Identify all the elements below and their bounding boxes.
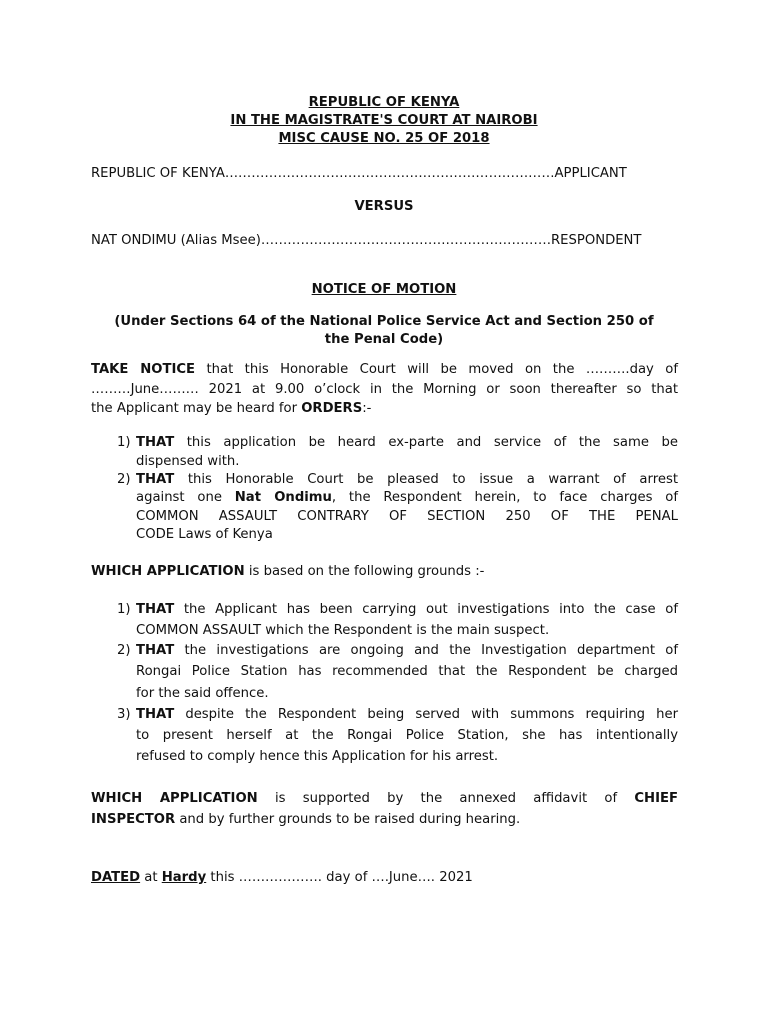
versus-label: VERSUS [354,199,414,214]
ground-2-number: 2) [117,643,131,658]
order-2-line1 [136,470,678,490]
place-bold: Hardy [161,870,207,885]
grounds-intro-text: is based on the following grounds :- [244,564,485,579]
ground-2-line1 [136,641,678,661]
take-notice-text: that this Honorable Court will be moved on the ……….day of [195,362,678,377]
ground-3-that: THAT [136,707,175,722]
order-1-line2: dispensed with. [136,454,240,469]
supported-text: is supported by the annexed affidavit of [257,791,635,806]
ground-3-number: 3) [117,707,131,722]
dated-line [91,868,678,888]
order-2-text: this Honorable Court be pleased to issue a warrant of arrest [174,472,678,487]
header-case-number: MISC CAUSE NO. 25 OF 2018 [278,131,490,146]
order-2-line4: CODE Laws of Kenya [136,527,273,542]
order-1-text: this application be heard ex-parte and service of the same be [174,435,678,450]
dated-at: at [140,870,162,885]
supported-which-application: WHICH APPLICATION [91,791,258,806]
order-2-number: 2) [117,472,131,487]
supported-line2 [91,810,678,830]
respondent-name: Nat Ondimu [234,490,332,505]
order-2-line3: COMMON ASSAULT CONTRARY OF SECTION 250 OF THE PENAL [136,509,678,524]
ground-1-line2: COMMON ASSAULT which the Respondent is the main suspect. [136,623,550,638]
ground-2-line3: for the said offence. [136,686,269,701]
ground-3-text: despite the Respondent being served with summons requiring her [174,707,678,722]
ground-2-that: THAT [136,643,175,658]
take-notice-line2: ………June……… 2021 at 9.00 o’clock in the Morning or soon thereafter so that [91,382,678,397]
applicant-line: REPUBLIC OF KENYA…………………………………………………………………APPLICANT [91,166,627,181]
which-application-bold: WHICH APPLICATION [91,564,245,579]
ground-1-number: 1) [117,602,131,617]
orders-bold: ORDERS [301,401,363,416]
ground-3-line1 [136,705,678,725]
chief-bold: CHIEF [634,791,679,806]
order-2-line2-post: , the Respondent herein, to face charges of [331,490,678,505]
order-1-number: 1) [117,435,131,450]
ground-1-line1 [136,600,678,620]
header-country: REPUBLIC OF KENYA [308,95,460,110]
ground-3-line2: to present herself at the Rongai Police Station, she has intentionally [136,728,678,743]
order-2-line2-pre: against one [136,490,235,505]
supported-line2-text: and by further grounds to be raised during hearing. [175,812,521,827]
take-notice-line1 [91,360,678,380]
ground-2-line2: Rongai Police Station has recommended that the Respondent be charged [136,664,678,679]
orders-suffix: :- [362,401,372,416]
order-1-line1 [136,433,678,453]
take-notice-line3-text: the Applicant may be heard for [91,401,302,416]
supported-line1 [91,789,678,809]
order-1-that: THAT [136,435,175,450]
ground-1-that: THAT [136,602,175,617]
motion-subtitle-line1: (Under Sections 64 of the National Police Service Act and Section 250 of [114,314,654,329]
dated-bold: DATED [91,870,141,885]
notice-of-motion-title: NOTICE OF MOTION [311,282,457,297]
respondent-line: NAT ONDIMU (Alias Msee)…………………………………………………………RESPONDENT [91,233,642,248]
ground-1-text: the Applicant has been carrying out investigations into the case of [174,602,678,617]
motion-subtitle-line2: the Penal Code) [324,332,444,347]
dated-rest: this ………………. day of ….June…. 2021 [206,870,473,885]
grounds-intro [91,562,678,582]
inspector-bold: INSPECTOR [91,812,176,827]
header-court: IN THE MAGISTRATE'S COURT AT NAIROBI [230,113,538,128]
ground-3-line3: refused to comply hence this Application for his arrest. [136,749,499,764]
take-notice-bold: TAKE NOTICE [91,362,196,377]
order-2-that: THAT [136,472,175,487]
order-2-line2 [136,488,678,508]
ground-2-text: the investigations are ongoing and the Investigation department of [174,643,678,658]
take-notice-line3 [91,399,678,419]
